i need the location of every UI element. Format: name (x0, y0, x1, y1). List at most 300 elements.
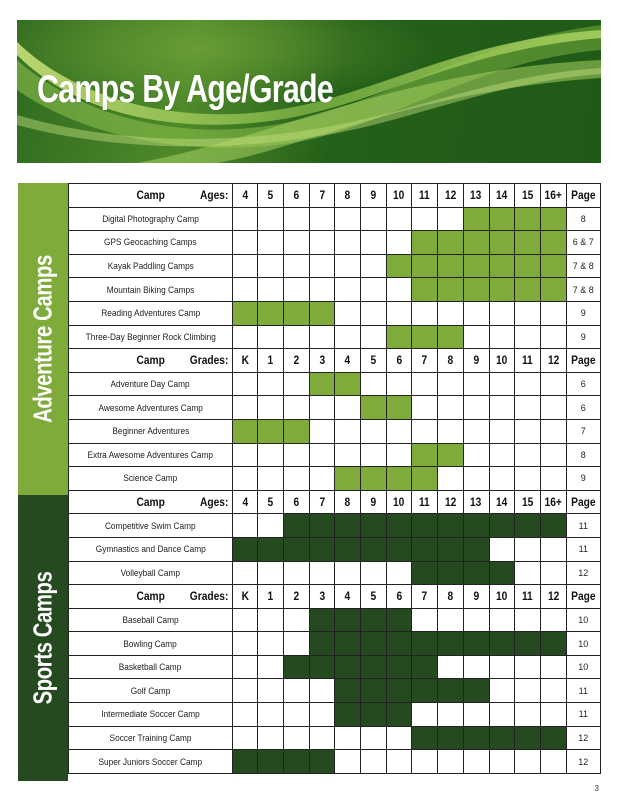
camp-name: Extra Awesome Adventures Camp (87, 449, 214, 460)
camp-name: Gymnastics and Dance Camp (95, 544, 206, 555)
empty-cell (515, 419, 541, 443)
column-header-text: 3 (319, 353, 325, 368)
camp-row (69, 632, 601, 656)
eligible-cell (284, 655, 310, 679)
eligible-cell (335, 467, 361, 491)
column-header-age-14 (489, 490, 515, 514)
column-header-text: 16+ (544, 495, 562, 510)
camp-name: Competitive Swim Camp (104, 520, 196, 531)
empty-cell (258, 254, 284, 278)
column-header-grade-11 (515, 585, 541, 609)
empty-cell (412, 419, 438, 443)
eligible-cell (361, 679, 387, 703)
column-header-text: 11 (522, 353, 533, 368)
empty-cell (438, 207, 464, 231)
eligible-cell (258, 419, 284, 443)
camp-header-text: Camp (136, 589, 165, 604)
eligible-cell (386, 703, 412, 727)
empty-cell (309, 726, 335, 750)
empty-cell (335, 325, 361, 349)
empty-cell (232, 632, 258, 656)
empty-cell (309, 679, 335, 703)
adventure-camps-sidebar (18, 183, 68, 495)
camp-name: Digital Photography Camp (101, 213, 199, 224)
eligible-cell (412, 254, 438, 278)
column-header-text: 9 (473, 589, 480, 604)
empty-cell (515, 325, 541, 349)
camp-name-cell (69, 396, 233, 420)
page-ref-cell: 8 (566, 443, 600, 467)
page-number: 3 (594, 784, 599, 793)
empty-cell (258, 325, 284, 349)
page-header-text: Page (571, 495, 596, 510)
empty-cell (335, 231, 361, 255)
column-header-grade-10 (489, 349, 515, 373)
empty-cell (361, 301, 387, 325)
eligible-cell (438, 632, 464, 656)
eligible-cell (386, 608, 412, 632)
camp-name: Baseball Camp (122, 614, 179, 625)
column-header-grade-8 (438, 585, 464, 609)
eligible-cell (309, 372, 335, 396)
empty-cell (232, 254, 258, 278)
eligible-cell (335, 537, 361, 561)
empty-cell (258, 514, 284, 538)
empty-cell (540, 396, 566, 420)
empty-cell (540, 301, 566, 325)
eligible-cell (335, 632, 361, 656)
eligible-cell (335, 703, 361, 727)
column-header-grade-1 (258, 585, 284, 609)
eligible-cell (258, 301, 284, 325)
eligible-cell (335, 514, 361, 538)
eligible-cell (258, 537, 284, 561)
eligible-cell (335, 655, 361, 679)
camp-row (69, 231, 601, 255)
eligible-cell (463, 679, 489, 703)
camps-table (18, 183, 601, 781)
empty-cell (258, 679, 284, 703)
empty-cell (284, 467, 310, 491)
column-header-text: 6 (396, 353, 402, 368)
eligible-cell (361, 632, 387, 656)
empty-cell (515, 679, 541, 703)
page-ref-cell: 9 (566, 301, 600, 325)
column-header-text: 8 (344, 495, 351, 510)
eligible-cell (386, 655, 412, 679)
camp-name: Three-Day Beginner Rock Climbing (85, 331, 216, 342)
empty-cell (412, 750, 438, 774)
column-header-age-13 (463, 184, 489, 208)
camp-name: Soccer Training Camp (109, 732, 192, 743)
page-ref-cell: 10 (566, 632, 600, 656)
eligible-cell (463, 231, 489, 255)
empty-cell (335, 278, 361, 302)
empty-cell (258, 278, 284, 302)
empty-cell (361, 750, 387, 774)
empty-cell (258, 703, 284, 727)
column-header-text: 6 (293, 495, 300, 510)
empty-cell (386, 207, 412, 231)
column-header-age-9 (361, 184, 387, 208)
empty-cell (232, 396, 258, 420)
column-header-grade-K (232, 349, 258, 373)
empty-cell (258, 608, 284, 632)
empty-cell (515, 467, 541, 491)
empty-cell (258, 561, 284, 585)
empty-cell (309, 207, 335, 231)
empty-cell (335, 726, 361, 750)
ages-header-label: Ages: (200, 188, 229, 203)
eligible-cell (438, 514, 464, 538)
column-header-text: 8 (344, 188, 351, 203)
empty-cell (463, 301, 489, 325)
column-header-text: 6 (293, 188, 300, 203)
column-header-text: 11 (419, 188, 431, 203)
camp-name: Reading Adventures Camp (100, 308, 200, 319)
empty-cell (463, 396, 489, 420)
eligible-cell (412, 726, 438, 750)
column-header-text: 10 (496, 589, 508, 604)
eligible-cell (515, 207, 541, 231)
empty-cell (386, 231, 412, 255)
empty-cell (463, 372, 489, 396)
empty-cell (284, 608, 310, 632)
eligible-cell (463, 632, 489, 656)
empty-cell (412, 372, 438, 396)
eligible-cell (463, 254, 489, 278)
eligible-cell (463, 514, 489, 538)
column-header-grade-5 (361, 585, 387, 609)
eligible-cell (489, 514, 515, 538)
camp-row (69, 301, 601, 325)
column-header-text: 13 (470, 188, 482, 203)
page-ref-cell: 9 (566, 467, 600, 491)
column-header-text: 4 (242, 188, 248, 203)
page-ref-cell: 6 & 7 (566, 231, 600, 255)
column-header-text: 7 (319, 188, 325, 203)
empty-cell (489, 608, 515, 632)
eligible-cell (386, 325, 412, 349)
empty-cell (438, 467, 464, 491)
empty-cell (232, 561, 258, 585)
empty-cell (361, 372, 387, 396)
page-title: Camps By Age/Grade (37, 68, 333, 111)
adventure-grades-header-row (69, 349, 601, 373)
empty-cell (438, 750, 464, 774)
empty-cell (309, 278, 335, 302)
eligible-cell (463, 278, 489, 302)
column-header-age-14 (489, 184, 515, 208)
empty-cell (232, 703, 258, 727)
eligible-cell (489, 254, 515, 278)
column-header-camp (69, 490, 233, 514)
column-header-age-8 (335, 184, 361, 208)
column-header-age-8 (335, 490, 361, 514)
empty-cell (232, 514, 258, 538)
column-header-grade-5 (361, 349, 387, 373)
empty-cell (284, 231, 310, 255)
column-header-text: 9 (370, 188, 377, 203)
empty-cell (232, 231, 258, 255)
eligible-cell (412, 655, 438, 679)
camp-name-cell (69, 467, 233, 491)
empty-cell (386, 750, 412, 774)
column-header-age-10 (386, 184, 412, 208)
camp-row (69, 372, 601, 396)
empty-cell (335, 750, 361, 774)
column-header-text: 12 (444, 495, 457, 510)
camp-row (69, 514, 601, 538)
column-header-text: 16+ (544, 188, 562, 203)
eligible-cell (335, 372, 361, 396)
empty-cell (489, 703, 515, 727)
column-header-grade-12 (540, 349, 566, 373)
column-header-age-5 (258, 490, 284, 514)
camp-row (69, 443, 601, 467)
column-header-grade-6 (386, 585, 412, 609)
eligible-cell (412, 537, 438, 561)
title-banner (17, 20, 601, 163)
page-ref-cell: 8 (566, 207, 600, 231)
column-header-text: 4 (344, 589, 351, 604)
camp-name: Bowling Camp (123, 638, 178, 649)
empty-cell (386, 419, 412, 443)
empty-cell (361, 443, 387, 467)
camp-row (69, 655, 601, 679)
column-header-text: 9 (370, 495, 377, 510)
column-header-grade-7 (412, 349, 438, 373)
empty-cell (540, 608, 566, 632)
eligible-cell (489, 231, 515, 255)
empty-cell (412, 608, 438, 632)
camp-row (69, 561, 601, 585)
empty-cell (284, 278, 310, 302)
column-header-grade-9 (463, 585, 489, 609)
eligible-cell (361, 396, 387, 420)
camp-name: Awesome Adventures Camp (98, 402, 203, 413)
column-header-page (566, 184, 600, 208)
eligible-cell (438, 537, 464, 561)
empty-cell (309, 561, 335, 585)
empty-cell (515, 655, 541, 679)
column-header-text: 4 (242, 495, 248, 510)
empty-cell (386, 301, 412, 325)
empty-cell (309, 254, 335, 278)
eligible-cell (284, 301, 310, 325)
eligible-cell (540, 231, 566, 255)
page-header-text: Page (571, 353, 596, 368)
empty-cell (232, 655, 258, 679)
column-header-grade-8 (438, 349, 464, 373)
eligible-cell (361, 703, 387, 727)
camp-name: Adventure Day Camp (110, 379, 190, 390)
column-header-age-6 (284, 490, 310, 514)
eligible-cell (515, 632, 541, 656)
empty-cell (361, 726, 387, 750)
eligible-cell (438, 278, 464, 302)
empty-cell (232, 325, 258, 349)
camp-row (69, 679, 601, 703)
eligible-cell (386, 632, 412, 656)
empty-cell (540, 467, 566, 491)
eligible-cell (412, 467, 438, 491)
camp-name-cell (69, 254, 233, 278)
column-header-grade-9 (463, 349, 489, 373)
empty-cell (540, 537, 566, 561)
column-header-age-15 (515, 184, 541, 208)
empty-cell (309, 325, 335, 349)
empty-cell (284, 254, 310, 278)
column-header-text: 2 (293, 353, 300, 368)
eligible-cell (361, 655, 387, 679)
empty-cell (463, 467, 489, 491)
eligible-cell (515, 726, 541, 750)
eligible-cell (540, 278, 566, 302)
empty-cell (361, 278, 387, 302)
page-header-text: Page (571, 589, 596, 604)
empty-cell (540, 443, 566, 467)
empty-cell (335, 396, 361, 420)
empty-cell (361, 231, 387, 255)
page-header-text: Page (571, 188, 596, 203)
eligible-cell (438, 254, 464, 278)
empty-cell (489, 467, 515, 491)
eligible-cell (232, 419, 258, 443)
column-header-age-4 (232, 184, 258, 208)
page-ref-cell: 6 (566, 396, 600, 420)
column-header-text: 2 (293, 589, 300, 604)
empty-cell (515, 608, 541, 632)
empty-cell (515, 703, 541, 727)
adventure-ages-header-row (69, 184, 601, 208)
eligible-cell (361, 537, 387, 561)
column-header-text: 10 (393, 495, 405, 510)
camp-row (69, 537, 601, 561)
page-ref-cell: 7 & 8 (566, 278, 600, 302)
eligible-cell (386, 514, 412, 538)
empty-cell (284, 207, 310, 231)
column-header-grade-10 (489, 585, 515, 609)
empty-cell (412, 207, 438, 231)
column-header-age-11 (412, 184, 438, 208)
eligible-cell (412, 561, 438, 585)
page-ref-cell: 10 (566, 608, 600, 632)
page-ref-cell: 12 (566, 561, 600, 585)
column-header-text: 6 (396, 589, 402, 604)
column-header-age-5 (258, 184, 284, 208)
eligible-cell (540, 207, 566, 231)
eligible-cell (540, 726, 566, 750)
column-header-text: 12 (444, 188, 457, 203)
camp-name-cell (69, 325, 233, 349)
eligible-cell (309, 750, 335, 774)
sports-ages-header-row (69, 490, 601, 514)
camp-name-cell (69, 514, 233, 538)
camp-row (69, 396, 601, 420)
ages-header-label: Ages: (200, 495, 229, 510)
eligible-cell (438, 726, 464, 750)
eligible-cell (309, 632, 335, 656)
eligible-cell (438, 443, 464, 467)
empty-cell (438, 301, 464, 325)
column-header-text: 8 (447, 589, 454, 604)
camp-name: Science Camp (123, 473, 178, 484)
empty-cell (515, 372, 541, 396)
empty-cell (361, 207, 387, 231)
eligible-cell (515, 254, 541, 278)
empty-cell (258, 632, 284, 656)
empty-cell (258, 396, 284, 420)
empty-cell (284, 396, 310, 420)
empty-cell (386, 443, 412, 467)
camp-row (69, 750, 601, 774)
camp-name-cell (69, 608, 233, 632)
empty-cell (463, 750, 489, 774)
camp-row (69, 726, 601, 750)
eligible-cell (463, 207, 489, 231)
column-header-grade-12 (540, 585, 566, 609)
eligible-cell (438, 561, 464, 585)
empty-cell (284, 372, 310, 396)
camp-name-cell (69, 301, 233, 325)
column-header-text: 10 (496, 353, 508, 368)
eligible-cell (386, 254, 412, 278)
empty-cell (284, 726, 310, 750)
page-ref-cell: 7 (566, 419, 600, 443)
empty-cell (463, 419, 489, 443)
eligible-cell (438, 325, 464, 349)
camp-name: Intermediate Soccer Camp (101, 709, 200, 720)
page-ref-cell: 11 (566, 703, 600, 727)
column-header-page (566, 585, 600, 609)
eligible-cell (463, 726, 489, 750)
empty-cell (489, 655, 515, 679)
camp-name-cell (69, 655, 233, 679)
column-header-age-12 (438, 490, 464, 514)
camp-name-cell (69, 231, 233, 255)
empty-cell (361, 419, 387, 443)
empty-cell (540, 655, 566, 679)
column-header-age-9 (361, 490, 387, 514)
column-header-text: 14 (496, 188, 508, 203)
column-header-text: 12 (547, 353, 559, 368)
empty-cell (309, 231, 335, 255)
empty-cell (232, 467, 258, 491)
adventure-camps-label: Adventure Camps (27, 255, 58, 423)
camp-name: Golf Camp (130, 685, 171, 696)
column-header-age-13 (463, 490, 489, 514)
eligible-cell (540, 514, 566, 538)
column-header-text: 5 (267, 495, 274, 510)
column-header-grade-3 (309, 349, 335, 373)
grades-header-label: Grades: (190, 589, 229, 604)
camp-name: Volleyball Camp (120, 567, 181, 578)
empty-cell (489, 537, 515, 561)
empty-cell (284, 632, 310, 656)
column-header-text: 7 (421, 589, 428, 604)
column-header-grade-4 (335, 349, 361, 373)
camp-row (69, 254, 601, 278)
column-header-text: 11 (419, 495, 431, 510)
camp-name-cell (69, 372, 233, 396)
empty-cell (489, 443, 515, 467)
camp-name-cell (69, 561, 233, 585)
empty-cell (232, 679, 258, 703)
eligible-cell (309, 655, 335, 679)
empty-cell (438, 419, 464, 443)
eligible-cell (412, 514, 438, 538)
